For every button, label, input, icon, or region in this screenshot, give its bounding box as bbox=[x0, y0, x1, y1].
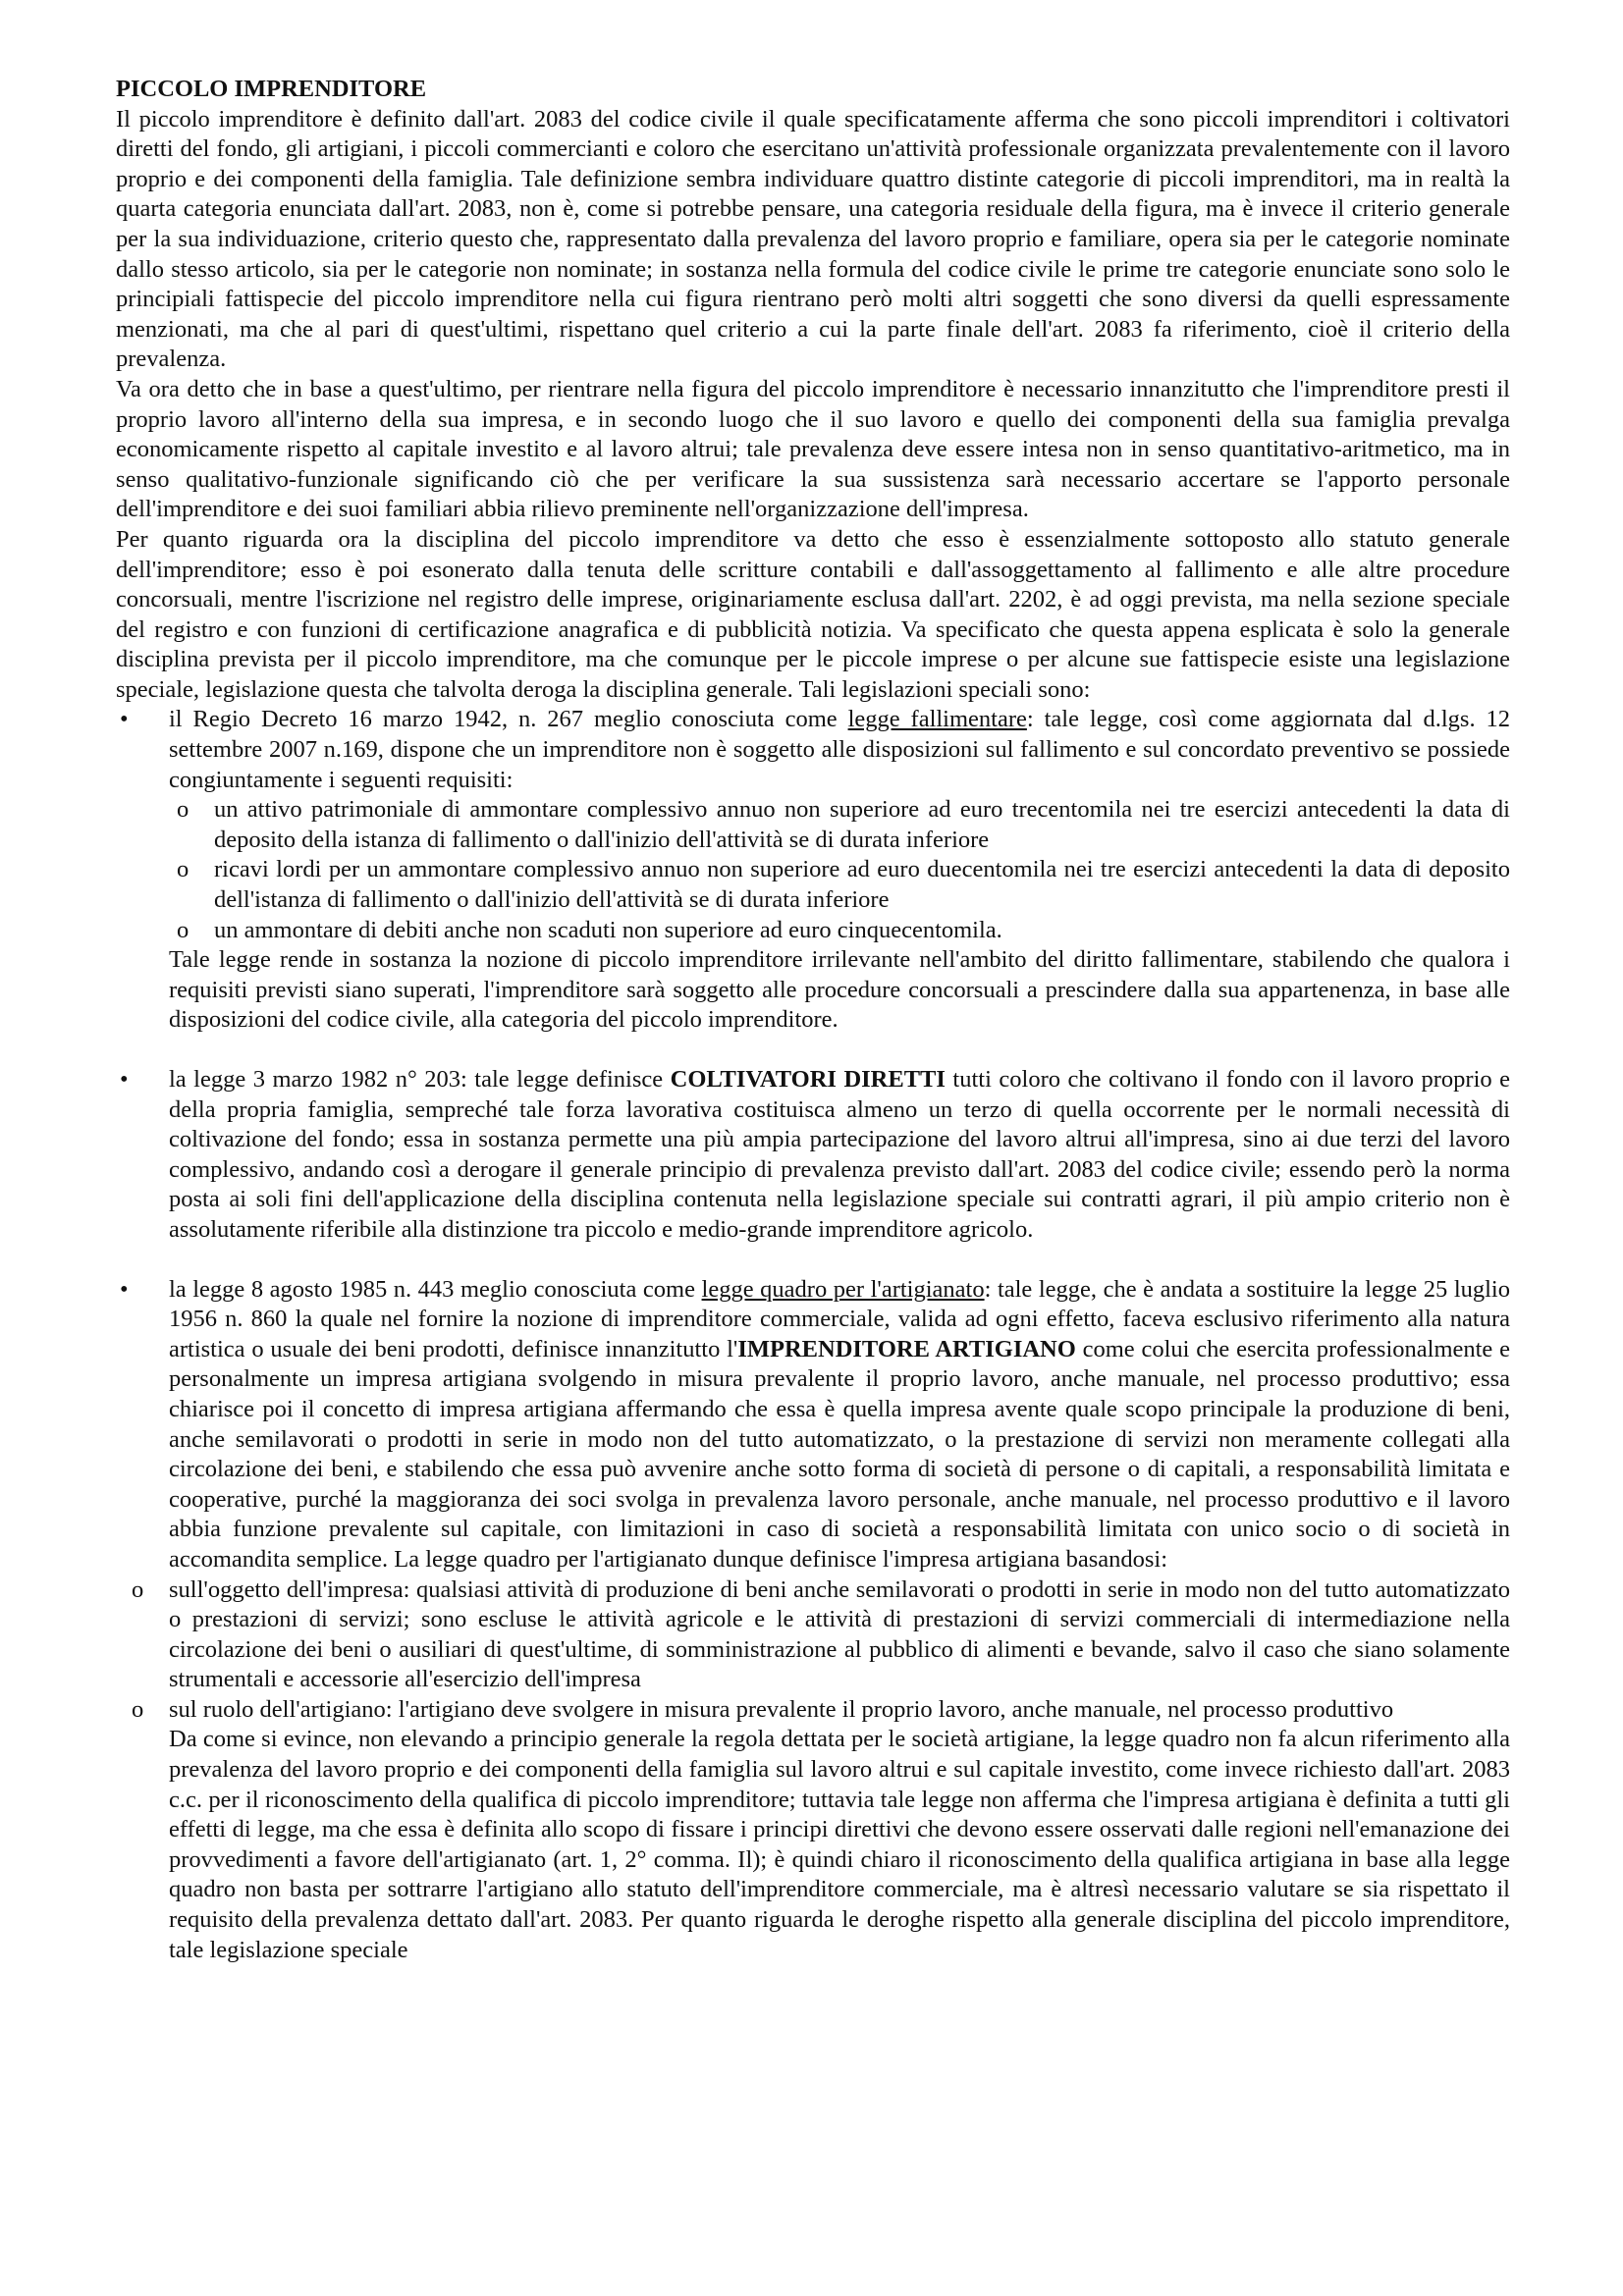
sub-item bbox=[116, 1695, 1510, 1726]
paragraph-definition: Il piccolo imprenditore è definito dall'art. 2083 del codice civile il quale specificatamente afferma che sono piccoli imprenditori i coltivatori diretti del fondo, gli artigiani, i piccoli commercianti e coloro che esercitano un'attività professionale organizzata prevalentemente con il lavoro proprio e dei componenti della famiglia. Tale definizione sembra individuare quattro distinte categorie di piccoli imprenditori, ma in realtà la quarta categoria enunciata dall'art. 2083, non è, come si potrebbe pensare, una categoria residuale della figura, ma è invece il criterio generale per la sua individuazione, criterio questo che, rappresentato dalla prevalenza del lavoro proprio e familiare, opera sia per le categorie nominate dallo stesso articolo, sia per le categorie non nominate; in sostanza nella formula del codice civile le prime tre categorie enunciate sono solo le principiali fattispecie del piccolo imprenditore nella cui figura rientrano però molti altri soggetti che sono diversi da quelli espressamente menzionati, ma che al pari di quest'ultimi, rispettano quel criterio a cui la parte finale dell'art. 2083 fa riferimento, cioè il criterio della prevalenza. bbox=[116, 105, 1510, 373]
paragraph-prevalence: Va ora detto che in base a quest'ultimo, per rientrare nella figura del piccolo imprenditore è necessario innanzitutto che l'imprenditore presti il proprio lavoro all'interno della sua impresa, e in secondo luogo che il suo lavoro e quello dei componenti della sua famiglia prevalga economicamente rispetto al capitale investito e al lavoro altrui; tale prevalenza deve essere intesa non in senso quantitativo-aritmetico, ma in senso qualitativo-funzionale significando ciò che per verificare la sua sussistenza sarà necessario accertare se l'apporto personale dell'imprenditore e dei suoi familiari abbia rilievo preminente nell'organizzazione dell'impresa. bbox=[116, 375, 1510, 523]
bullet-icon: • bbox=[120, 1275, 129, 1303]
sub-item-text: sul ruolo dell'artigiano: l'artigiano deve svolgere in misura prevalente il proprio lavoro, anche manuale, nel processo produttivo bbox=[169, 1695, 1394, 1723]
bullet-closing-text: Da come si evince, non elevando a principio generale la regola dettata per le società artigiane, la legge quadro non fa alcun riferimento alla prevalenza del lavoro proprio e dei componenti della famiglia sul lavoro altrui e sul capitale investito, come invece richiesto dall'art. 2083 c.c. per il riconoscimento della qualifica di piccolo imprenditore; tuttavia tale legge non afferma che l'impresa artigiana è definita a tutti gli effetti di legge, ma che essa è definita allo scopo di fissare i principi direttivi che devono essere osservati dalle regioni nell'emanazione dei provvedimenti a favore dell'artigianato (art. 1, 2° comma. Il); è quindi chiaro il riconoscimento della qualifica artigiana in base alla legge quadro non basta per sottrarre l'artigiano allo statuto dell'imprenditore commerciale, ma è altresì necessario valutare se sia rispettato il requisito della prevalenza dettato dall'art. 2083. Per quanto riguarda le deroghe rispetto alla generale disciplina del piccolo imprenditore, tale legislazione speciale bbox=[169, 1726, 1510, 1963]
bullet-icon: • bbox=[120, 1066, 129, 1093]
bullet-text-pre: il Regio Decreto 16 marzo 1942, n. 267 meglio conosciuta come bbox=[169, 706, 848, 733]
bold-term: IMPRENDITORE ARTIGIANO bbox=[737, 1335, 1076, 1362]
bullet-text-post: : tale legge, così come aggiornata dal d.lgs. 12 settembre 2007 n.169, dispone che un imprenditore non è soggetto alle disposizioni sul fallimento e sul concordato preventivo se possiede congiuntamente i seguenti requisiti: bbox=[169, 706, 1510, 793]
sub-bullet-icon: o bbox=[132, 1575, 144, 1603]
sub-item-text: un ammontare di debiti anche non scaduti non superiore ad euro cinquecentomila. bbox=[214, 916, 1002, 943]
sub-bullet-icon: o bbox=[132, 1695, 144, 1723]
sub-item bbox=[116, 1575, 1510, 1695]
bullet-text bbox=[169, 1065, 1510, 1246]
bullet-legge-fallimentare bbox=[116, 705, 1510, 795]
spacer bbox=[116, 1036, 1510, 1065]
paragraph-discipline: Per quanto riguarda ora la disciplina del piccolo imprenditore va detto che esso è essenzialmente sottoposto allo statuto generale dell'imprenditore; esso è poi esonerato dalla tenuta delle scritture contabili e dall'assoggettamento al fallimento e alle altre procedure concorsuali, mentre l'iscrizione nel registro delle imprese, originariamente esclusa dall'art. 2202, è ad oggi prevista, ma nella sezione speciale del registro e con funzioni di certificazione anagrafica e di pubblicità notizia. Va specificato che questa appena esplicata è solo la generale disciplina prevista per il piccolo imprenditore, ma che comunque per le piccole imprese o per alcune sue fattispecie esiste una legislazione speciale, legislazione questa che talvolta deroga la disciplina generale. Tali legislazioni speciali sono: bbox=[116, 525, 1510, 703]
bullet-text-pre: la legge 8 agosto 1985 n. 443 meglio conosciuta come bbox=[169, 1275, 702, 1303]
bullet-legge-artigianato bbox=[116, 1275, 1510, 1575]
legge-quadro-link: legge quadro per l'artigianato bbox=[701, 1275, 985, 1303]
sub-bullet-icon: o bbox=[177, 916, 189, 943]
bullet-coltivatori-diretti bbox=[116, 1065, 1510, 1246]
bullet-icon: • bbox=[120, 706, 129, 733]
bullet-text bbox=[169, 1275, 1510, 1575]
sub-item bbox=[116, 795, 1510, 855]
legge-fallimentare-link: legge fallimentare bbox=[847, 706, 1027, 733]
bullet-text-post: come colui che esercita professionalmente e personalmente un impresa artigiana svolgendo in misura prevalente il proprio lavoro, anche manuale, nel processo produttivo; essa chiarisce poi il concetto di impresa artigiana affermando che essa è quella impresa avente quale scopo principale la produzione di beni, anche semilavorati o prodotti in serie in modo non del tutto automatizzato, o la prestazione di servizi non meramente collegati alla circolazione dei beni, e stabilendo che essa può avvenire anche sotto forma di società di persone o di capitali, a responsabilità limitata e cooperative, purché la maggioranza dei soci svolga in prevalenza lavoro personale, anche manuale, nel processo produttivo e il lavoro abbia funzione prevalente sul capitale, con limitazioni in caso di società a responsabilità limitata con unico socio o di società in accomandita semplice. La legge quadro per l'artigianato dunque definisce l'impresa artigiana basandosi: bbox=[169, 1335, 1510, 1573]
bullet-text-mid: : tale legge, che è andata a sostituire la legge 25 luglio 1956 n. 860 la quale nel fornire la nozione di imprenditore commerciale, valida ad ogni effetto, faceva esclusivo riferimento alla natura artistica o usuale dei beni prodotti, definisce innanzitutto l' bbox=[169, 1275, 1510, 1362]
sub-item-text: ricavi lordi per un ammontare complessivo annuo non superiore ad euro duecentomila nei tre esercizi antecedenti la data di deposito dell'istanza di fallimento o dall'inizio dell'attività se di durata inferiore bbox=[214, 856, 1510, 914]
bullet-text bbox=[169, 705, 1510, 795]
bullet-text-pre: la legge 3 marzo 1982 n° 203: tale legge definisce bbox=[169, 1066, 671, 1093]
sub-item bbox=[116, 916, 1510, 946]
sub-item-text: sull'oggetto dell'impresa: qualsiasi attività di produzione di beni anche semilavorati o prodotti in serie in modo non del tutto automatizzato o prestazioni di servizi; sono escluse le attività agricole e le attività di prestazioni di servizi commerciali di intermediazione nella circolazione dei beni o ausiliari di quest'ultime, di somministrazione al pubblico di alimenti e bevande, salvo il caso che siano solamente strumentali e accessorie all'esercizio dell'impresa bbox=[169, 1575, 1510, 1693]
document-page bbox=[116, 75, 1510, 1965]
sub-item bbox=[116, 855, 1510, 915]
bullet-text-post: tutti coloro che coltivano il fondo con il lavoro proprio e della propria famiglia, sempreché tale forza lavorativa costituisca almeno un terzo di quella occorrente per le normali necessità di coltivazione del fondo; essa in sostanza permette una più ampia partecipazione del lavoro altrui all'impresa, sino ai due terzi del lavoro complessivo, andando così a derogare il generale principio di prevalenza previsto dall'art. 2083 del codice civile; essendo però la norma posta ai soli fini dell'applicazione della disciplina contenuta nella legislazione speciale sui contratti agrari, il più ampio criterio non è assolutamente riferibile alla distinzione tra piccolo e medio-grande imprenditore agricolo. bbox=[169, 1066, 1510, 1243]
sub-bullet-icon: o bbox=[177, 856, 189, 883]
sub-item-text: un attivo patrimoniale di ammontare complessivo annuo non superiore ad euro trecentomila nei tre esercizi antecedenti la data di deposito della istanza di fallimento o dall'inizio dell'attività se di durata inferiore bbox=[214, 796, 1510, 853]
spacer bbox=[116, 1246, 1510, 1275]
sub-bullet-icon: o bbox=[177, 796, 189, 824]
bullet-closing-text: Tale legge rende in sostanza la nozione di piccolo imprenditore irrilevante nell'ambito del diritto fallimentare, stabilendo che qualora i requisiti previsti siano superati, l'imprenditore sarà soggetto alle procedure concorsuali a prescindere dalla sua appartenenza, in base alle disposizioni del codice civile, alla categoria del piccolo imprenditore. bbox=[169, 946, 1510, 1034]
page-title: PICCOLO IMPRENDITORE bbox=[116, 76, 427, 102]
bold-term: COLTIVATORI DIRETTI bbox=[670, 1066, 946, 1093]
